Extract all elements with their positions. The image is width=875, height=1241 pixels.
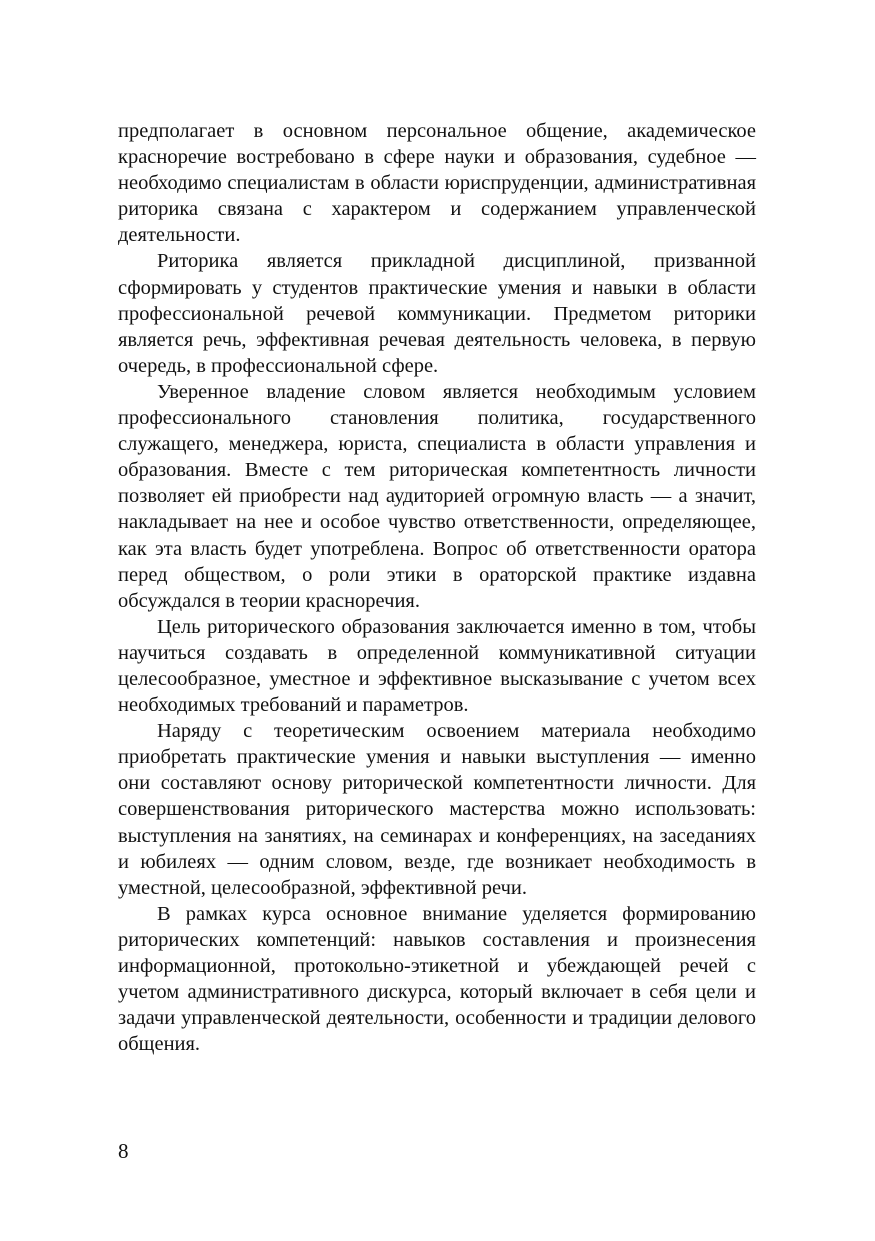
paragraph-3: Уверенное владение словом является необходимым условием профессионального становления политика, государственного служащего, менеджера, юриста, специалиста в области управления и образования. Вместе с тем риторическая компетентность личности позволяет ей приобрести над аудиторией огромную власть — а значит, накладывает на нее и особое чувство ответственности, определяющее, как эта власть будет употреблена. Вопрос об ответственности оратора перед обществом, о роли этики в ораторской практике издавна обсуждался в теории красноречия. (118, 380, 756, 612)
paragraph-5: Наряду с теоретическим освоением материала необходимо приобретать практические умения и навыки выступления — именно они составляют основу риторической компетентности личности. Для совершенствования риторического мастерства можно использовать: выступления на занятиях, на семинарах и конференциях, на заседаниях и юбилеях — одним словом, везде, где возникает необходимость в уместной, целесообразной, эффективной речи. (118, 720, 756, 899)
paragraph-2: Риторика является прикладной дисциплиной, призванной сформировать у студентов практические умения и навыки в области профессиональной речевой коммуникации. Предметом риторики является речь, эффективная речевая деятельность человека, в первую очередь, в профессиональной сфере. (118, 250, 756, 377)
page-body (118, 118, 756, 1057)
paragraph-4: Цель риторического образования заключается именно в том, чтобы научиться создавать в определенной коммуникативной ситуации целесообразное, уместное и эффективное высказывание с учетом всех необходимых требований и параметров. (118, 615, 756, 717)
paragraph-6: В рамках курса основное внимание уделяется формированию риторических компетенций: навыков составления и произнесения информационной, протокольно-этикетной и убеждающей речей с учетом административного дискурса, который включает в себя цели и задачи управленческой деятельности, особенности и традиции делового общения. (118, 902, 756, 1056)
page-number: 8 (118, 1139, 129, 1163)
paragraph-1: предполагает в основном персональное общение, академическое красноречие востребовано в сфере науки и образования, судебное — необходимо специалистам в области юриспруденции, административная риторика связана с характером и содержанием управленческой деятельности. (118, 120, 756, 247)
